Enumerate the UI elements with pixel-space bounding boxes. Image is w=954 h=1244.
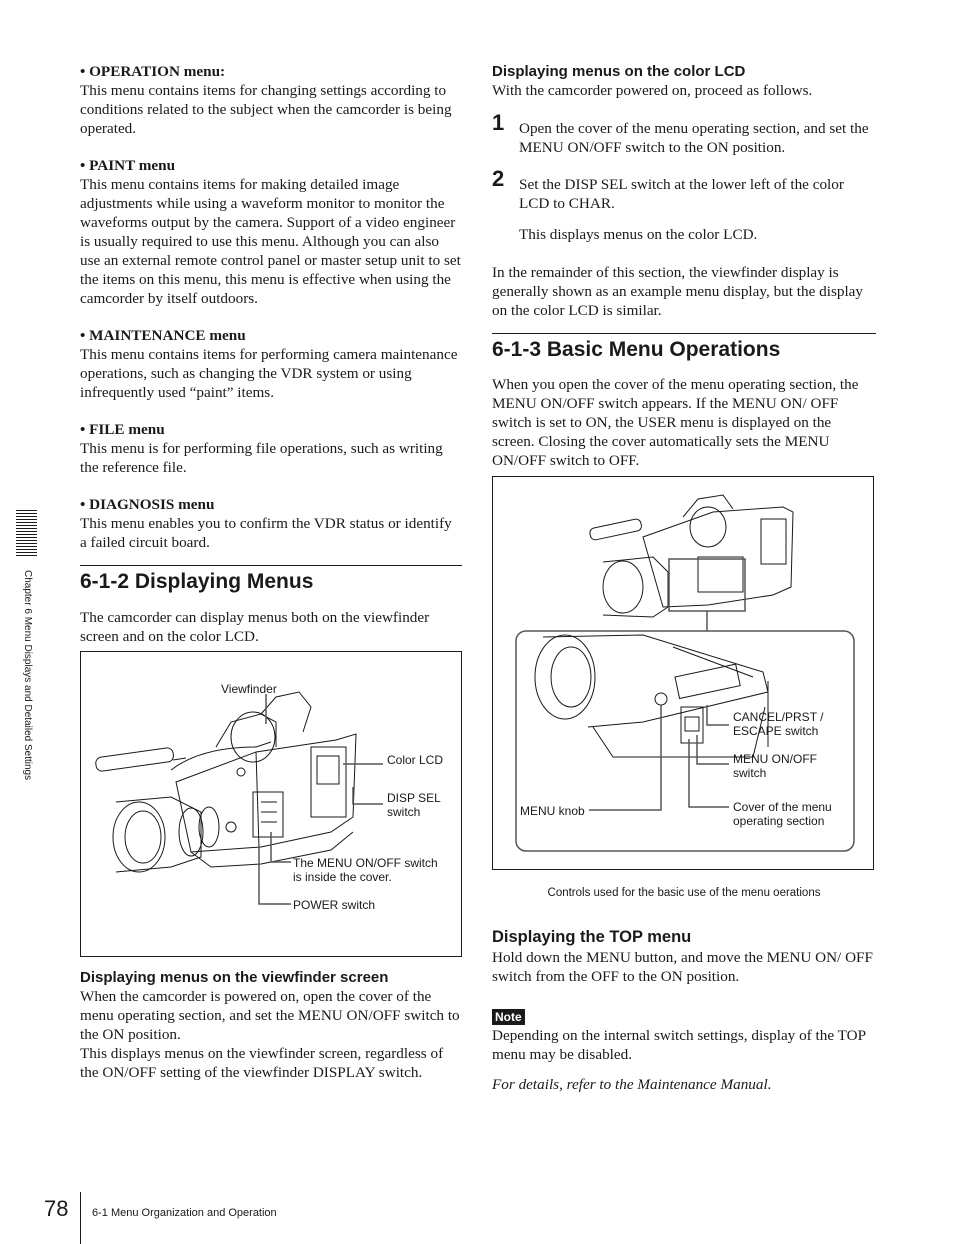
label-viewfinder: Viewfinder xyxy=(221,682,277,696)
section-intro: The camcorder can display menus both on the viewfinder screen and on the color LCD. xyxy=(80,609,430,645)
section-heading-displaying-menus: 6-1-2 Displaying Menus xyxy=(80,565,462,595)
label-menu-switch-cover-2: is inside the cover. xyxy=(293,870,392,884)
note-badge: Note xyxy=(492,1009,525,1025)
label-menu-onoff-switch: switch xyxy=(733,766,767,780)
label-menu-switch-cover: The MENU ON/OFF switch xyxy=(293,856,438,870)
footer-section-label: 6-1 Menu Organization and Operation xyxy=(92,1207,277,1219)
label-disp-sel: DISP SEL xyxy=(387,791,441,805)
section-heading-basic-menu-operations: 6-1-3 Basic Menu Operations xyxy=(492,333,876,363)
top-menu-para: Hold down the MENU button, and move the MENU ON/ OFF switch from the OFF to the ON position. xyxy=(492,949,873,985)
label-menu-onoff: MENU ON/OFF xyxy=(733,752,817,766)
bullet-operation-menu: • OPERATION menu: This menu contains items for changing settings according to conditions related to the subject when the camcorder is being operated. xyxy=(80,63,452,137)
remainder-para: In the remainder of this section, the viewfinder display is generally shown as an example menu display, but the display on the color LCD is similar. xyxy=(492,264,864,319)
label-menu-knob: MENU knob xyxy=(520,804,585,818)
label-cover-menu: Cover of the menu xyxy=(733,800,832,814)
note-block xyxy=(492,1007,876,1094)
bullet-maintenance-menu: • MAINTENANCE menu This menu contains items for performing camera maintenance operations, such as changing the VDR system or using infrequently used “paint” items. xyxy=(80,327,458,401)
menu-controls-figure xyxy=(492,476,874,870)
note-text: Depending on the internal switch settings, display of the TOP menu may be disabled. xyxy=(492,1027,866,1063)
subheading-color-lcd: Displaying menus on the color LCD xyxy=(492,63,746,80)
step-number: 1 xyxy=(492,110,505,135)
label-disp-sel-switch: switch xyxy=(387,805,421,819)
left-column xyxy=(80,62,462,1082)
bullet-file-menu: • FILE menu This menu is for performing file operations, such as writing the reference file. xyxy=(80,421,443,476)
label-cancel-prst: CANCEL/PRST / xyxy=(733,710,824,724)
subheading-top-menu: Displaying the TOP menu xyxy=(492,928,692,946)
chapter-sidebar-label: Chapter 6 Menu Displays and Detailed Settings xyxy=(22,570,33,781)
step-1: 1 Open the cover of the menu operating section, and set the MENU ON/OFF switch to the ON position. xyxy=(492,110,869,156)
label-cover-operating: operating section xyxy=(733,814,825,828)
viewfinder-para-1: When the camcorder is powered on, open the cover of the menu operating section, and set the MENU ON/OFF switch to the ON position. xyxy=(80,988,460,1043)
step-number: 2 xyxy=(492,166,505,191)
note-reference: For details, refer to the Maintenance Manual. xyxy=(492,1076,772,1093)
step-2: 2 Set the DISP SEL switch at the lower left of the color LCD to CHAR. xyxy=(492,166,844,212)
chapter-tab-marker xyxy=(16,510,37,556)
color-lcd-intro: With the camcorder powered on, proceed as follows. xyxy=(492,82,813,99)
bullet-diagnosis-menu: • DIAGNOSIS menu This menu enables you to confirm the VDR status or identify a failed circuit board. xyxy=(80,496,452,551)
page-number: 78 xyxy=(44,1196,69,1221)
label-color-lcd: Color LCD xyxy=(387,753,444,767)
label-power-switch: POWER switch xyxy=(293,898,376,912)
subheading-viewfinder-screen: Displaying menus on the viewfinder screen xyxy=(80,969,389,986)
bullet-paint-menu: • PAINT menu This menu contains items for making detailed image adjustments while using a waveform monitor to monitor the waveforms output by the camera. Support of a video engineer is usually required to use this menu. Although you can also use an external remote control panel or master setup unit to set the items on this menu, this menu is effective when using the camcorder by itself outdoors. xyxy=(80,157,461,307)
footer-divider xyxy=(80,1192,81,1244)
figure-caption: Controls used for the basic use of the menu oerations xyxy=(547,887,821,899)
camcorder-figure xyxy=(80,651,462,957)
step-result: This displays menus on the color LCD. xyxy=(519,226,758,243)
right-column xyxy=(492,62,876,1094)
basic-ops-intro: When you open the cover of the menu operating section, the MENU ON/OFF switch appears. If the MENU ON/ OFF switch is set to ON, the USER menu is displayed on the screen. Closing the cover automatically sets the MENU ON/OFF switch to OFF. xyxy=(492,376,859,469)
viewfinder-para-2: This displays menus on the viewfinder screen, regardless of the ON/OFF setting of the viewfinder DISPLAY switch. xyxy=(80,1045,444,1081)
label-escape-switch: ESCAPE switch xyxy=(733,724,819,738)
